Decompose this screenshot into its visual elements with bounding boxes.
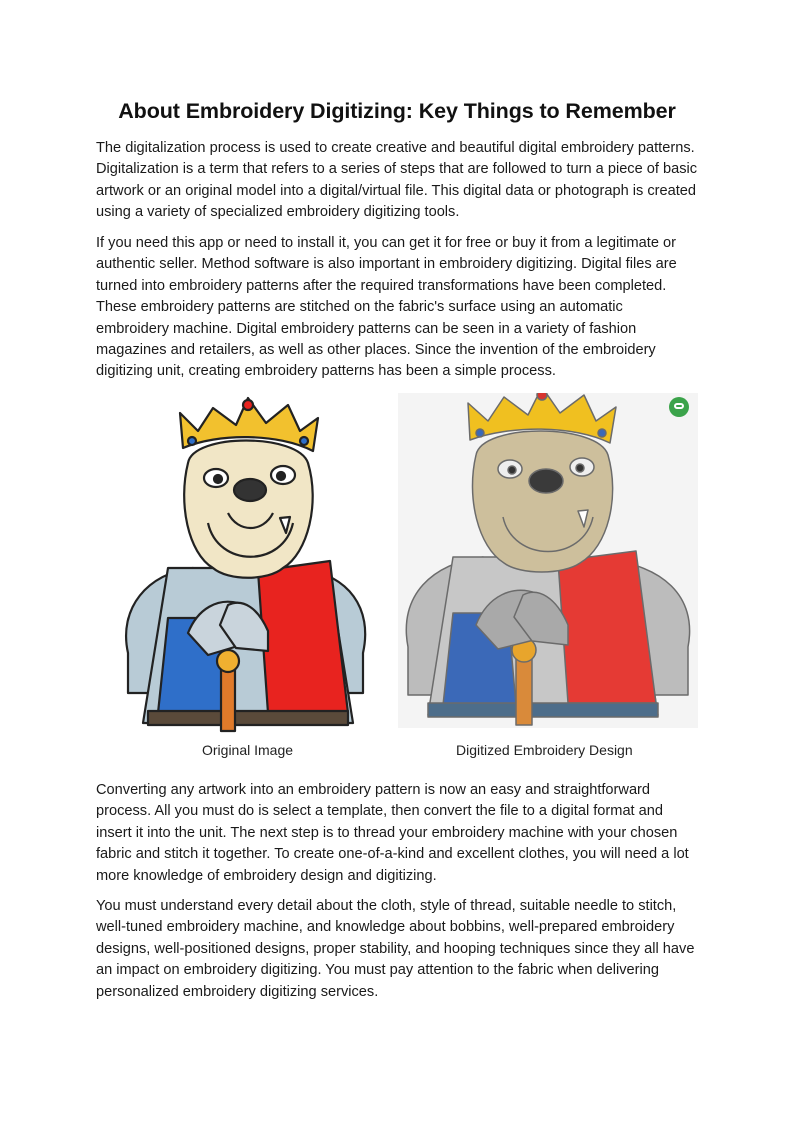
paragraph-3: Converting any artwork into an embroidery pattern is now an easy and straightforward process. All you must do is select a template, then convert the file to a digital format and insert it into the unit. The next step is to thread your embroidery machine with your chosen fabric and stitch it together. To create one-of-a-kind and excellent clothes, you will need a lot more knowledge of embroidery design and digitizing. — [96, 782, 689, 884]
caption-digitized-design: Digitized Embroidery Design — [456, 742, 633, 758]
paragraph-2: If you need this app or need to install it, you can get it for free or buy it from a legitimate or authentic seller. Method software is also important in embroidery digitizing. Digital files are turned into embroidery patterns after the required transformations have been completed. These embroidery patterns are stitched on the fabric's surface using an automatic embroidery machine. Digital embroidery patterns can be seen in a variety of fashion magazines and retailers, as well as other places. Since the invention of the embroidery digitizing unit, creating embroidery patterns has been a simple process. — [96, 235, 677, 380]
paragraph-1: The digitalization process is used to create creative and beautiful digital embroidery patterns. Digitalization is a term that refers to a series of steps that are followed to turn a piece of basic artwork or an original model into a digital/virtual file. This digital data or photograph is created using a variety of specialized embroidery digitizing tools. — [96, 140, 698, 221]
comparison-figure — [108, 393, 698, 768]
paragraph-4: You must understand every detail about the cloth, style of thread, suitable needle to stitch, well-tuned embroidery machine, and knowledge about bobbins, well-prepared embroidery designs, well-positioned designs, proper stability, and hooping techniques since they all have an impact on embroidery digitizing. You must pay attention to the fabric when delivering personalized embroidery digitizing services. — [96, 898, 695, 1000]
caption-original-image: Original Image — [202, 742, 294, 758]
bulldog-comparison-illustration — [108, 393, 698, 738]
page-title: About Embroidery Digitizing: Key Things to Remember — [118, 99, 676, 123]
original-bulldog-drawing — [126, 398, 365, 731]
embroidered-bulldog-design — [398, 393, 698, 728]
watermark-badge-icon — [669, 397, 689, 417]
